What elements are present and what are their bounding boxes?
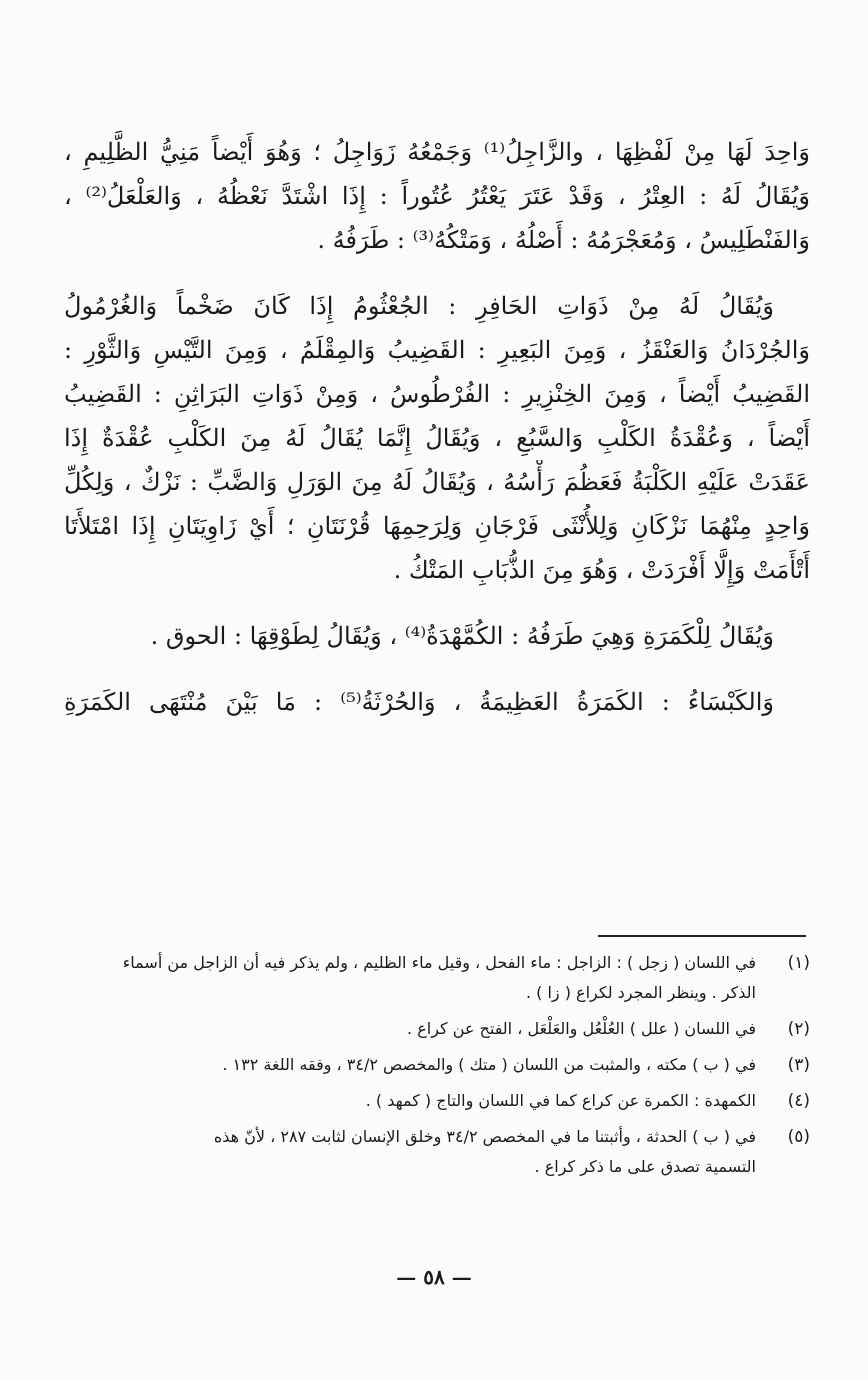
footnote-line: التسمية تصدق على ما ذكر كراع .: [534, 1157, 756, 1176]
footnote-line: في ( ب ) الحدثة ، وأثبتنا ما في المخصص ٣٤/٢ وخلق الإنسان لثابت ٢٨٧ ، لأنّ هذه: [213, 1127, 756, 1146]
footnote-text: [60, 1014, 756, 1044]
footnote-line: في اللسان ( زجل ) : الزاجل : ماء الفحل ، وقيل ماء الظليم ، ولم يذكر فيه أن الزاجل من أسماء: [122, 953, 756, 972]
text-line: وَاحِدٍ مِنْهُمَا نَزْكَانِ وَلِلأُنْثَى فَرْجَانِ وَلِرَحِمِهَا قُرْنَتَانِ ؛ أَيْ زَاوِيَتَانِ إِذَا امْتَلأَتَا: [64, 512, 810, 540]
paragraph-2: [64, 284, 810, 592]
footnote-text: [60, 1050, 756, 1080]
footnote-line: الكمهدة : الكمرة عن كراع كما في اللسان والتاج ( كمهد ) .: [365, 1091, 756, 1110]
footnote-line: في ( ب ) مكته ، والمثبت من اللسان ( متك ) والمخصص ٣٤/٢ ، وفقه اللغة ١٣٢ .: [222, 1055, 756, 1074]
paragraph-3: [64, 614, 810, 658]
footnote-text: [60, 1122, 756, 1182]
footnote-number: (٣): [787, 1055, 810, 1075]
text-line: وَيُقَالُ لَهُ : العِتْرُ ، وَقَدْ عَتَرَ يَعْتُرُ عُتُوراً : إِذَا اشْتَدَّ نَعْظُهُ ، وَالعَلْعَلُ⁽²⁾ ،: [64, 182, 810, 210]
footnote-2: [60, 1014, 810, 1044]
text-line: وَيُقَالُ لِلْكَمَرَةِ وَهِيَ طَرَفُهُ : الكُمَّهْدَةُ⁽⁴⁾ ، وَيُقَالُ لِطَوْقِهَا : الحوق .: [150, 622, 774, 650]
text-line: وَيُقَالُ لَهُ مِنْ ذَوَاتِ الحَافِرِ : الجُعْثُومُ إِذَا كَانَ ضَخْماً وَالغُرْمُولُ: [64, 292, 774, 320]
footnote-1: [60, 948, 810, 1008]
footnote-4: [60, 1086, 810, 1116]
text-line: أَيْضاً ، وَعُقْدَةُ الكَلْبِ وَالسَّبُعِ ، وَيُقَالُ إِنَّمَا يُقَالُ لَهُ مِنَ الكَلْبِ عُقْدَةٌ إِذَا: [64, 424, 810, 452]
footnote-number: (٢): [787, 1019, 810, 1039]
footnote-5: [60, 1122, 810, 1182]
footnote-3: [60, 1050, 810, 1080]
footnote-separator: [598, 935, 806, 937]
footnote-line: في اللسان ( علل ) العُلْعُل والعَلْعَل ، الفتح عن كراع .: [407, 1019, 756, 1038]
footnote-number: (٤): [787, 1091, 810, 1111]
footnote-number: (١): [787, 953, 810, 973]
footnote-text: [60, 948, 756, 1008]
text-line: عَقَدَتْ عَلَيْهِ الكَلْبَةُ فَعَظُمَ رَأْسُهُ ، وَيُقَالُ لَهُ مِنَ الوَرَلِ وَالضَّبِّ : نَزْكٌ ، وَلِكُلِّ: [64, 468, 810, 496]
footnote-line: الذكر . وينظر المجرد لكراع ( زا ) .: [525, 983, 756, 1002]
text-line: وَالجُرْدَانُ وَالعَنْقَزُ ، وَمِنَ البَعِيرِ : القَضِيبُ وَالمِقْلَمُ ، وَمِنَ التَّيْسِ وَالثَّوْرِ :: [64, 336, 810, 364]
paragraph-4: [64, 680, 810, 724]
footnote-text: [60, 1086, 756, 1116]
main-text: [64, 130, 810, 746]
text-line: وَاحِدَ لَهَا مِنْ لَفْظِهَا ، والزَّاجِلُ⁽¹⁾ وَجَمْعُهُ زَوَاجِلُ ؛ وَهُوَ أَيْضاً مَنِيُّ الظَّلِيمِ ،: [64, 138, 810, 166]
text-line: وَالكَبْسَاءُ : الكَمَرَةُ العَظِيمَةُ ، وَالحُرْثَةُ⁽⁵⁾ : مَا بَيْنَ مُنْتَهَى الكَمَرَةِ: [64, 688, 774, 716]
paragraph-1: [64, 130, 810, 262]
text-line: أَتْأَمَتْ وَإِلَّا أَفْرَدَتْ ، وَهُوَ مِنَ الذُّبَابِ المَتْكُ .: [393, 556, 810, 584]
text-line: وَالفَنْطَلِيسُ ، وَمُعَجْرَمُهُ : أَصْلُهُ ، وَمَتْكُهُ⁽³⁾ : طَرَفُهُ .: [317, 226, 810, 254]
footnotes: [60, 948, 810, 1188]
text-line: القَضِيبُ أَيْضاً ، وَمِنَ الخِنْزِيرِ : الفُرْطُوسُ ، وَمِنْ ذَوَاتِ البَرَاثِنِ : القَضِيبُ: [64, 380, 810, 408]
page-number: — ٥٨ —: [396, 1265, 472, 1289]
footnote-number: (٥): [787, 1127, 810, 1147]
